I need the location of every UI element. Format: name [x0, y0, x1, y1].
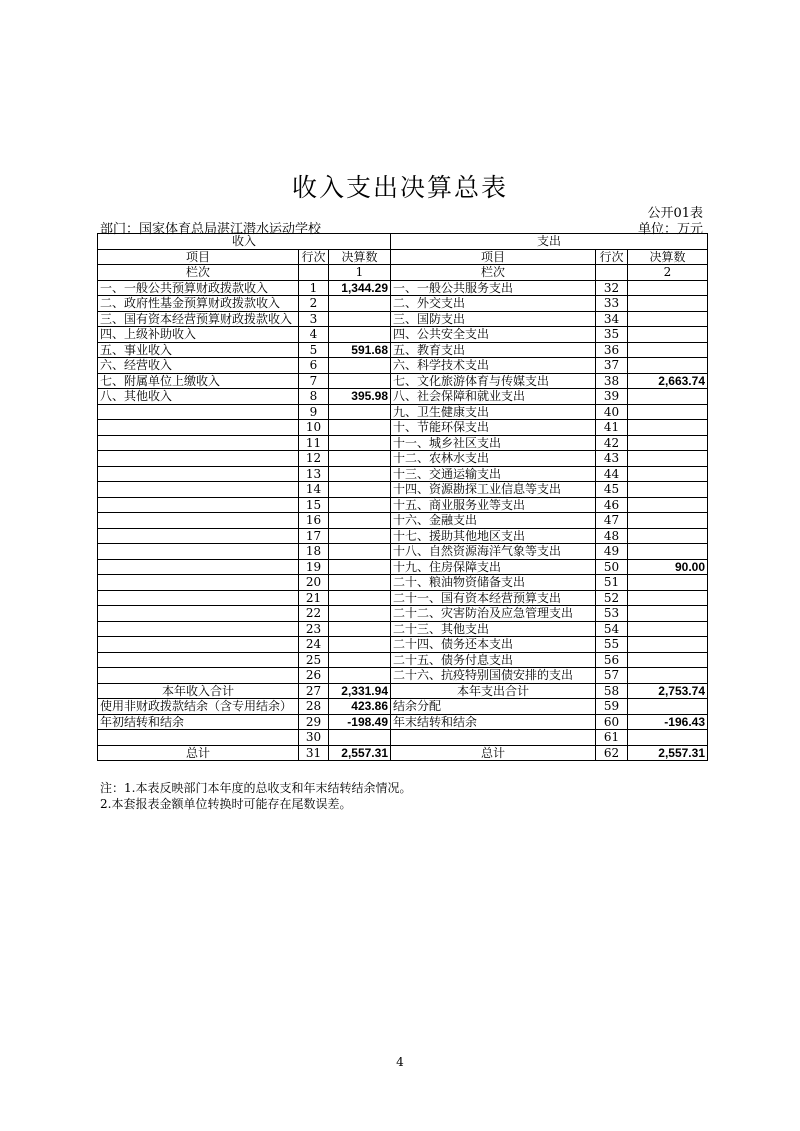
expense-rowno-cell: 50 — [596, 559, 628, 575]
income-amount-cell — [329, 668, 391, 684]
income-rowno-cell: 28 — [299, 699, 329, 715]
column-label-row — [98, 265, 708, 281]
table-row — [98, 296, 708, 312]
expense-amount-cell — [628, 358, 708, 374]
table-row — [98, 311, 708, 327]
income-rowno-cell: 5 — [299, 342, 329, 358]
table-row — [98, 404, 708, 420]
table-row — [98, 637, 708, 653]
income-amount-cell: 1,344.29 — [329, 280, 391, 296]
expense-item-cell: 十七、援助其他地区支出 — [391, 528, 596, 544]
expense-rowno-cell: 59 — [596, 699, 628, 715]
income-item-cell — [98, 652, 299, 668]
income-item-cell — [98, 559, 299, 575]
table-row — [98, 606, 708, 622]
income-rowno-cell: 2 — [299, 296, 329, 312]
income-rowno-cell: 4 — [299, 327, 329, 343]
expense-rowno-cell: 58 — [596, 683, 628, 699]
expense-item-cell: 七、文化旅游体育与传媒支出 — [391, 373, 596, 389]
income-rowno-cell: 25 — [299, 652, 329, 668]
income-amount-cell — [329, 637, 391, 653]
income-amount-cell: 395.98 — [329, 389, 391, 405]
unit-label: 单位：万元 — [637, 222, 703, 237]
expense-item-cell: 二十六、抗疫特别国债安排的支出 — [391, 668, 596, 684]
income-amount-cell — [329, 606, 391, 622]
income-rowno-cell: 31 — [299, 745, 329, 761]
income-expense-table — [97, 233, 708, 761]
income-rowno-header: 行次 — [299, 249, 329, 265]
expense-item-cell: 十九、住房保障支出 — [391, 559, 596, 575]
expense-amount-cell — [628, 606, 708, 622]
expense-rowno-cell: 34 — [596, 311, 628, 327]
income-rowno-cell: 22 — [299, 606, 329, 622]
expense-rowno-cell: 33 — [596, 296, 628, 312]
table-row — [98, 373, 708, 389]
table-row — [98, 668, 708, 684]
expense-item-cell: 十六、金融支出 — [391, 513, 596, 529]
expense-item-cell: 八、社会保障和就业支出 — [391, 389, 596, 405]
expense-item-cell: 十一、城乡社区支出 — [391, 435, 596, 451]
expense-item-cell: 十八、自然资源海洋气象等支出 — [391, 544, 596, 560]
expense-rowno-cell: 56 — [596, 652, 628, 668]
expense-item-cell: 二十二、灾害防治及应急管理支出 — [391, 606, 596, 622]
income-rowno-blank — [299, 265, 329, 281]
table-row — [98, 513, 708, 529]
income-item-cell — [98, 544, 299, 560]
income-item-cell — [98, 528, 299, 544]
table-row — [98, 621, 708, 637]
income-item-cell — [98, 621, 299, 637]
income-amount-cell: -198.49 — [329, 714, 391, 730]
expense-rowno-cell: 44 — [596, 466, 628, 482]
summary-row — [98, 745, 708, 761]
income-amount-cell — [329, 482, 391, 498]
expense-amount-cell — [628, 621, 708, 637]
income-item-cell — [98, 730, 299, 746]
expense-amount-cell: 2,557.31 — [628, 745, 708, 761]
income-rowno-cell: 11 — [299, 435, 329, 451]
income-amount-cell — [329, 327, 391, 343]
income-rowno-cell: 21 — [299, 590, 329, 606]
income-rowno-cell: 14 — [299, 482, 329, 498]
expense-item-cell: 本年支出合计 — [391, 683, 596, 699]
expense-rowno-cell: 54 — [596, 621, 628, 637]
expense-amount-cell — [628, 513, 708, 529]
income-amount-cell — [329, 358, 391, 374]
income-item-cell: 四、上级补助收入 — [98, 327, 299, 343]
income-amount-cell — [329, 296, 391, 312]
expense-amount-header: 决算数 — [628, 249, 708, 265]
expense-rowno-cell: 61 — [596, 730, 628, 746]
table-row — [98, 327, 708, 343]
expense-item-cell: 二十一、国有资本经营预算支出 — [391, 590, 596, 606]
expense-amount-cell — [628, 590, 708, 606]
expense-amount-cell — [628, 652, 708, 668]
expense-rowno-cell: 55 — [596, 637, 628, 653]
income-rowno-cell: 10 — [299, 420, 329, 436]
section-header-row — [98, 234, 708, 250]
income-amount-cell — [329, 621, 391, 637]
footnote-2: 2.本套报表金额单位转换时可能存在尾数误差。 — [100, 797, 352, 811]
expense-rowno-cell: 32 — [596, 280, 628, 296]
income-amount-cell — [329, 420, 391, 436]
expense-amount-cell — [628, 528, 708, 544]
income-item-cell: 总计 — [98, 745, 299, 761]
income-amount-cell — [329, 451, 391, 467]
summary-row — [98, 714, 708, 730]
expense-amount-cell — [628, 342, 708, 358]
income-rowno-cell: 13 — [299, 466, 329, 482]
income-item-cell — [98, 482, 299, 498]
income-rowno-cell: 7 — [299, 373, 329, 389]
expense-amount-cell: 2,663.74 — [628, 373, 708, 389]
income-item-cell: 使用非财政拨款结余（含专用结余） — [98, 699, 299, 715]
expense-section-header: 支出 — [391, 234, 708, 250]
income-rowno-cell: 23 — [299, 621, 329, 637]
expense-rowno-cell: 57 — [596, 668, 628, 684]
summary-row — [98, 683, 708, 699]
income-amount-cell — [329, 513, 391, 529]
income-rowno-cell: 29 — [299, 714, 329, 730]
expense-rowno-cell: 37 — [596, 358, 628, 374]
expense-rowno-cell: 36 — [596, 342, 628, 358]
table-row — [98, 389, 708, 405]
income-rowno-cell: 1 — [299, 280, 329, 296]
income-rowno-cell: 18 — [299, 544, 329, 560]
expense-item-cell: 年末结转和结余 — [391, 714, 596, 730]
expense-amount-cell — [628, 404, 708, 420]
expense-amount-cell — [628, 280, 708, 296]
income-amount-cell — [329, 575, 391, 591]
expense-item-cell: 二十三、其他支出 — [391, 621, 596, 637]
income-amount-cell — [329, 373, 391, 389]
table-row — [98, 358, 708, 374]
expense-rowno-cell: 52 — [596, 590, 628, 606]
income-amount-cell — [329, 528, 391, 544]
expense-item-cell: 二、外交支出 — [391, 296, 596, 312]
income-amount-cell — [329, 311, 391, 327]
expense-rowno-cell: 41 — [596, 420, 628, 436]
income-item-cell: 六、经营收入 — [98, 358, 299, 374]
expense-item-cell: 四、公共安全支出 — [391, 327, 596, 343]
expense-item-cell: 二十四、债务还本支出 — [391, 637, 596, 653]
income-rowno-cell: 19 — [299, 559, 329, 575]
table-row — [98, 482, 708, 498]
expense-amount-cell: 90.00 — [628, 559, 708, 575]
table-row — [98, 575, 708, 591]
income-column-number: 1 — [329, 265, 391, 281]
expense-amount-cell — [628, 420, 708, 436]
income-rowno-cell: 16 — [299, 513, 329, 529]
expense-item-cell: 十三、交通运输支出 — [391, 466, 596, 482]
income-rowno-cell: 9 — [299, 404, 329, 420]
expense-amount-cell — [628, 497, 708, 513]
income-item-cell — [98, 575, 299, 591]
form-number: 公开01表 — [647, 206, 703, 221]
income-item-cell: 一、一般公共预算财政拨款收入 — [98, 280, 299, 296]
expense-amount-cell — [628, 435, 708, 451]
expense-rowno-header: 行次 — [596, 249, 628, 265]
income-amount-cell — [329, 544, 391, 560]
expense-rowno-cell: 51 — [596, 575, 628, 591]
table-row — [98, 420, 708, 436]
income-rowno-cell: 20 — [299, 575, 329, 591]
income-amount-cell — [329, 652, 391, 668]
expense-amount-cell — [628, 730, 708, 746]
expense-item-header: 项目 — [391, 249, 596, 265]
income-item-cell — [98, 420, 299, 436]
income-rowno-cell: 3 — [299, 311, 329, 327]
income-amount-cell: 2,331.94 — [329, 683, 391, 699]
expense-item-cell: 五、教育支出 — [391, 342, 596, 358]
income-amount-cell — [329, 497, 391, 513]
income-column-label: 栏次 — [98, 265, 299, 281]
expense-amount-cell — [628, 311, 708, 327]
expense-rowno-cell: 53 — [596, 606, 628, 622]
footnotes — [100, 780, 411, 812]
income-item-cell: 年初结转和结余 — [98, 714, 299, 730]
income-item-cell — [98, 513, 299, 529]
expense-rowno-cell: 48 — [596, 528, 628, 544]
income-rowno-cell: 8 — [299, 389, 329, 405]
table-row — [98, 559, 708, 575]
footnote-1: 注：1.本表反映部门本年度的总收支和年末结转结余情况。 — [100, 781, 412, 795]
income-rowno-cell: 12 — [299, 451, 329, 467]
expense-amount-cell: 2,753.74 — [628, 683, 708, 699]
expense-rowno-cell: 47 — [596, 513, 628, 529]
income-item-cell: 三、国有资本经营预算财政拨款收入 — [98, 311, 299, 327]
income-item-cell — [98, 606, 299, 622]
expense-amount-cell — [628, 296, 708, 312]
income-amount-cell — [329, 590, 391, 606]
income-rowno-cell: 27 — [299, 683, 329, 699]
income-item-header: 项目 — [98, 249, 299, 265]
page-title: 收入支出决算总表 — [291, 173, 508, 202]
table-row — [98, 652, 708, 668]
income-item-cell: 本年收入合计 — [98, 683, 299, 699]
income-item-cell — [98, 668, 299, 684]
income-amount-cell — [329, 730, 391, 746]
income-section-header: 收入 — [98, 234, 391, 250]
table-row — [98, 466, 708, 482]
expense-item-cell: 总计 — [391, 745, 596, 761]
expense-amount-cell — [628, 544, 708, 560]
expense-item-cell — [391, 730, 596, 746]
income-amount-cell: 2,557.31 — [329, 745, 391, 761]
table-row — [98, 451, 708, 467]
income-rowno-cell: 15 — [299, 497, 329, 513]
expense-rowno-cell: 39 — [596, 389, 628, 405]
income-rowno-cell: 24 — [299, 637, 329, 653]
income-item-cell — [98, 435, 299, 451]
expense-amount-cell: -196.43 — [628, 714, 708, 730]
income-item-cell: 八、其他收入 — [98, 389, 299, 405]
income-rowno-cell: 30 — [299, 730, 329, 746]
table-row — [98, 435, 708, 451]
expense-item-cell: 结余分配 — [391, 699, 596, 715]
income-amount-cell: 423.86 — [329, 699, 391, 715]
expense-rowno-cell: 45 — [596, 482, 628, 498]
income-item-cell: 二、政府性基金预算财政拨款收入 — [98, 296, 299, 312]
expense-item-cell: 十二、农林水支出 — [391, 451, 596, 467]
income-item-cell: 七、附属单位上缴收入 — [98, 373, 299, 389]
expense-amount-cell — [628, 389, 708, 405]
income-rowno-cell: 26 — [299, 668, 329, 684]
income-amount-cell — [329, 404, 391, 420]
expense-rowno-cell: 49 — [596, 544, 628, 560]
income-rowno-cell: 6 — [299, 358, 329, 374]
table-row — [98, 544, 708, 560]
expense-item-cell: 九、卫生健康支出 — [391, 404, 596, 420]
income-item-cell — [98, 451, 299, 467]
expense-amount-cell — [628, 466, 708, 482]
income-rowno-cell: 17 — [299, 528, 329, 544]
income-amount-cell: 591.68 — [329, 342, 391, 358]
expense-rowno-cell: 40 — [596, 404, 628, 420]
expense-item-cell: 三、国防支出 — [391, 311, 596, 327]
table-row — [98, 528, 708, 544]
expense-item-cell: 六、科学技术支出 — [391, 358, 596, 374]
expense-rowno-cell: 43 — [596, 451, 628, 467]
expense-item-cell: 二十五、债务付息支出 — [391, 652, 596, 668]
expense-amount-cell — [628, 482, 708, 498]
expense-rowno-cell: 60 — [596, 714, 628, 730]
department-label: 部门：国家体育总局湛江潜水运动学校 — [100, 222, 322, 237]
page-number: 4 — [396, 1055, 404, 1069]
income-item-cell — [98, 466, 299, 482]
table-row — [98, 280, 708, 296]
summary-row — [98, 699, 708, 715]
expense-rowno-blank — [596, 265, 628, 281]
income-item-cell — [98, 404, 299, 420]
income-item-cell — [98, 590, 299, 606]
expense-amount-cell — [628, 699, 708, 715]
expense-column-label: 栏次 — [391, 265, 596, 281]
income-amount-cell — [329, 559, 391, 575]
expense-rowno-cell: 46 — [596, 497, 628, 513]
expense-item-cell: 十五、商业服务业等支出 — [391, 497, 596, 513]
table-row — [98, 342, 708, 358]
expense-rowno-cell: 62 — [596, 745, 628, 761]
expense-rowno-cell: 35 — [596, 327, 628, 343]
income-amount-cell — [329, 466, 391, 482]
expense-amount-cell — [628, 575, 708, 591]
income-amount-header: 决算数 — [329, 249, 391, 265]
expense-rowno-cell: 42 — [596, 435, 628, 451]
expense-amount-cell — [628, 637, 708, 653]
income-amount-cell — [329, 435, 391, 451]
expense-column-number: 2 — [628, 265, 708, 281]
column-header-row — [98, 249, 708, 265]
table-row — [98, 497, 708, 513]
expense-item-cell: 二十、粮油物资储备支出 — [391, 575, 596, 591]
expense-item-cell: 十、节能环保支出 — [391, 420, 596, 436]
expense-amount-cell — [628, 451, 708, 467]
expense-rowno-cell: 38 — [596, 373, 628, 389]
expense-item-cell: 十四、资源勘探工业信息等支出 — [391, 482, 596, 498]
income-item-cell — [98, 637, 299, 653]
table-row — [98, 590, 708, 606]
expense-item-cell: 一、一般公共服务支出 — [391, 280, 596, 296]
expense-amount-cell — [628, 668, 708, 684]
income-item-cell — [98, 497, 299, 513]
expense-amount-cell — [628, 327, 708, 343]
income-item-cell: 五、事业收入 — [98, 342, 299, 358]
summary-row — [98, 730, 708, 746]
